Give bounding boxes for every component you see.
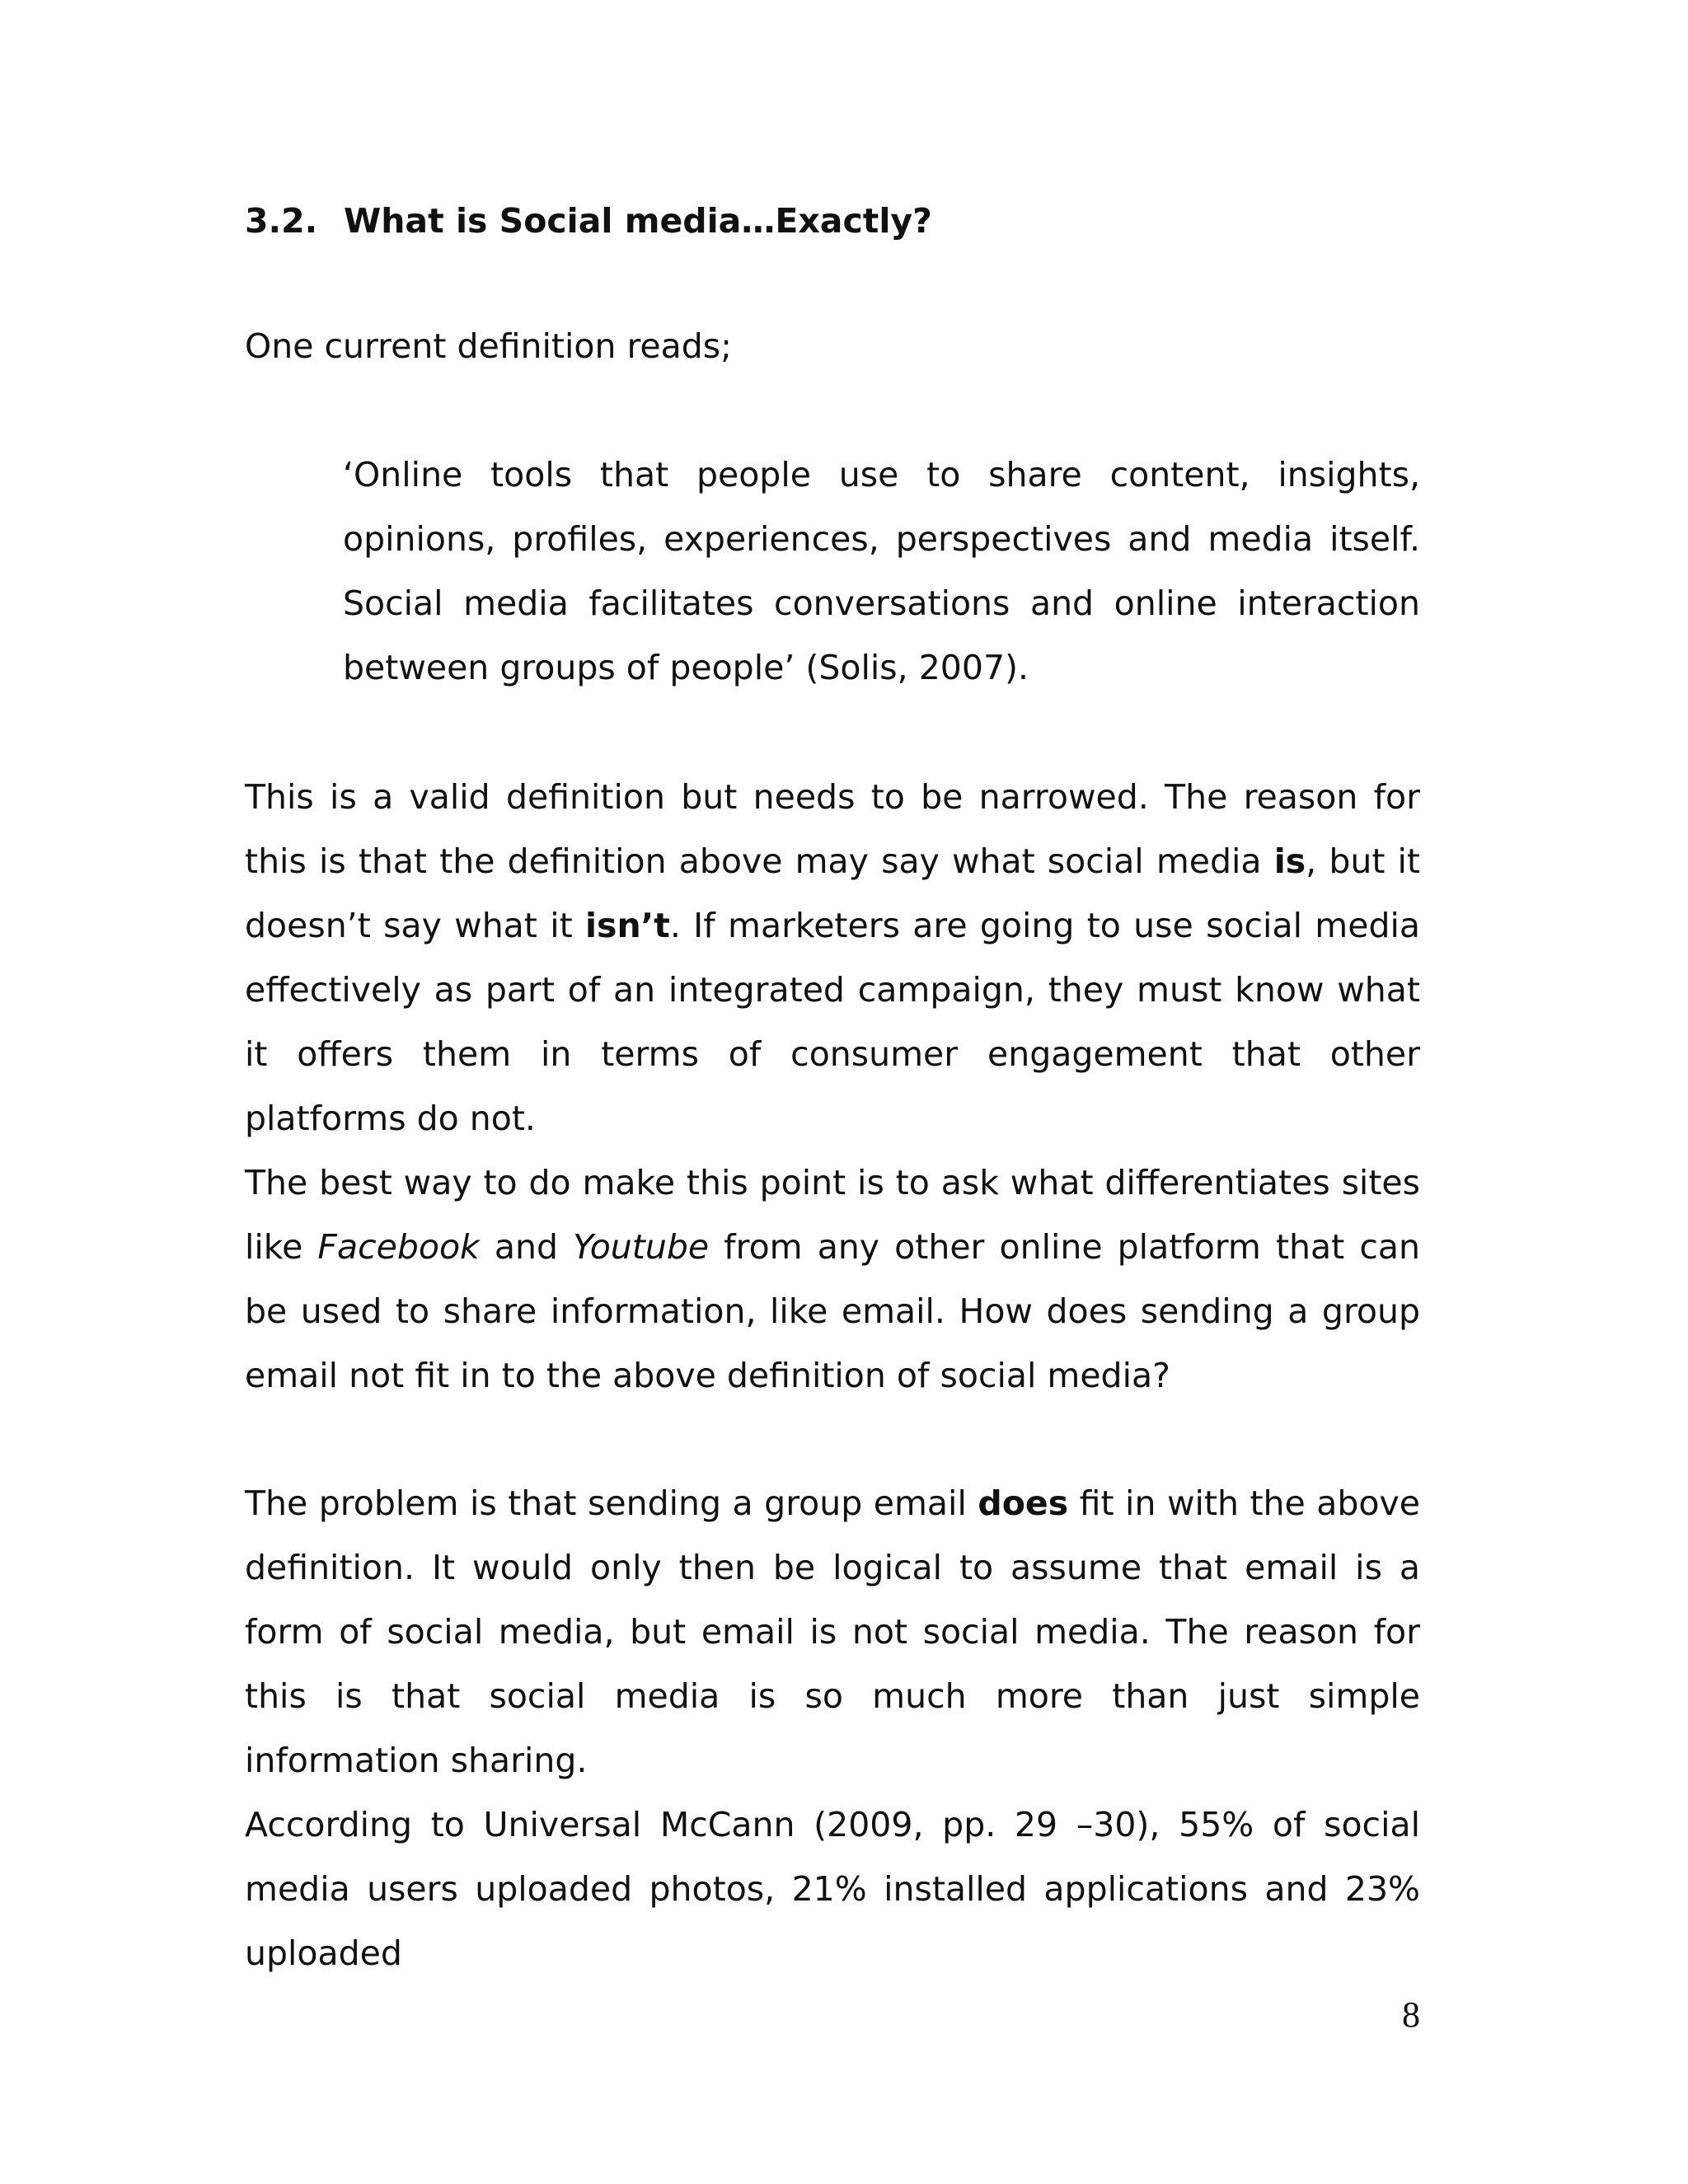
section-title: What is Social media…Exactly? — [344, 201, 932, 241]
italic-text-youtube: Youtube — [573, 1227, 710, 1267]
paragraph-text: The problem is that sending a group email — [245, 1483, 978, 1523]
italic-text-facebook: Facebook — [317, 1227, 480, 1267]
section-heading — [245, 196, 1423, 246]
page-number: 8 — [1402, 1994, 1420, 2035]
section-number: 3.2. — [245, 201, 318, 241]
paragraph-text: , but it doesn’t say what it — [245, 841, 1421, 945]
bold-text-does: does — [978, 1483, 1069, 1523]
paragraph-text: The best way to do make this point is to ask what differentiates sites like — [245, 1163, 1420, 1267]
block-quote: ‘Online tools that people use to share content, insights, opinions, profiles, experiences, perspectives and media itself. Social media facilitates conversations and online interaction between groups of people’ (Solis, 2007). — [343, 455, 1420, 687]
intro-line: One current definition reads; — [245, 326, 732, 366]
paragraph-text: and — [479, 1227, 574, 1267]
paragraph-text: from any other online platform that can be used to share information, like email. How does sending a group email not fit in to the above definition of social media? — [245, 1227, 1420, 1395]
paragraph-text: This is a valid definition but needs to be narrowed. The reason for this is that the definition above may say what social media — [245, 777, 1420, 881]
paragraph-mccann-stats: According to Universal McCann (2009, pp. 29 –30), 55% of social media users uploaded photos, 21% installed applications and 23% uploaded — [245, 1805, 1420, 1973]
bold-text-is: is — [1273, 841, 1306, 881]
paragraph-text: . If marketers are going to use social media effectively as part of an integrated campaign, they must know what it offers them in terms of consumer engagement that other platforms do not. — [245, 906, 1420, 1138]
paragraph-differentiation — [245, 1151, 1420, 1408]
paragraph-definition-critique — [245, 765, 1420, 1151]
paragraph-email-problem — [245, 1471, 1420, 1793]
bold-text-isnt: isn’t — [584, 906, 670, 945]
paragraph-text: fit in with the above definition. It would only then be logical to assume that email is a form of social media, but email is not social media. The reason for this is that social media is so much more than just simple information sharing. — [245, 1483, 1420, 1780]
